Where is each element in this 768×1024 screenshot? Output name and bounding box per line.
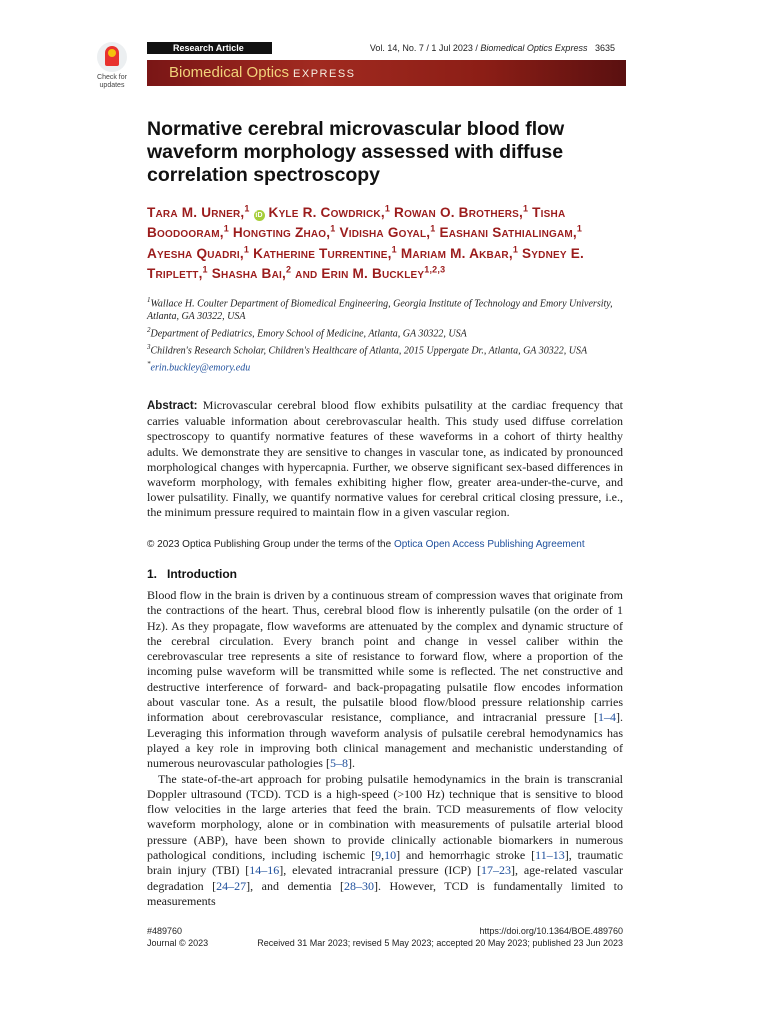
journal-name: Biomedical Optics Express: [480, 43, 588, 53]
copyright-text: © 2023 Optica Publishing Group under the terms of the: [147, 539, 394, 550]
author-affiliation-marker: 2: [285, 264, 292, 275]
paper-title: Normative cerebral microvascular blood flow waveform morphology assessed with diffuse correlation spectroscopy: [147, 118, 565, 186]
author-entry: [253, 246, 397, 261]
author-name: Rowan O. Brothers,: [394, 204, 523, 220]
affiliation-entry: [147, 324, 625, 341]
author-affiliation-marker: 1: [430, 223, 436, 234]
author-name: Tara M. Urner,: [147, 204, 245, 220]
email-link[interactable]: erin.buckley@emory.edu: [150, 362, 251, 374]
citation-link[interactable]: 28–30: [344, 878, 374, 893]
author-name: Vidisha Goyal,: [339, 225, 431, 241]
author-name: Kyle R. Cowdrick,: [268, 204, 385, 220]
author-name: Katherine Turrentine,: [253, 245, 392, 261]
journal-banner-express: EXPRESS: [293, 68, 356, 80]
section-title: Introduction: [167, 567, 237, 581]
affiliation-marker: 2: [147, 325, 151, 334]
affiliation-marker: 3: [147, 343, 151, 352]
author-affiliation-marker: 1: [223, 223, 229, 234]
text-run: ,: [381, 848, 385, 863]
text-run: ].: [347, 756, 355, 771]
copyright-notice: [147, 538, 623, 551]
author-name: Hongting Zhao,: [232, 225, 331, 241]
affiliation-text: Department of Pediatrics, Emory School of Medicine, Atlanta, GA 30322, USA: [150, 328, 467, 340]
doi-link[interactable]: https://doi.org/10.1364/BOE.489760: [479, 926, 623, 936]
abstract: [147, 398, 623, 521]
text-run: ], elevated intracranial pressure (ICP) [: [279, 863, 481, 878]
text-run: ] and hemorrhagic stroke [: [396, 848, 536, 863]
volume-info: [370, 42, 615, 54]
email-marker: *: [147, 360, 151, 369]
section-number: 1.: [147, 567, 158, 581]
citation-link[interactable]: 1–4: [598, 710, 616, 725]
article-type-label: Research Article: [147, 42, 272, 54]
author-list: [147, 200, 625, 282]
author-name: Shasha Bai,: [211, 266, 286, 282]
body-paragraph: [147, 772, 623, 910]
citation-link[interactable]: 17–23: [480, 863, 511, 878]
body-text: [147, 588, 623, 909]
manuscript-id: #489760: [147, 926, 183, 936]
author-entry: [147, 246, 249, 261]
journal-banner-title: [169, 64, 356, 83]
publication-history: Received 31 Mar 2023; revised 5 May 2023; accepted 20 May 2023; published 23 Jun 2023: [257, 938, 623, 948]
citation-link[interactable]: 11–13: [535, 848, 565, 863]
author-entry: [212, 266, 291, 281]
author-entry: [295, 266, 445, 281]
affiliation-entry: [147, 294, 625, 324]
author-affiliation-marker: 1,2,3: [424, 264, 446, 275]
citation-link[interactable]: 9: [375, 848, 382, 863]
author-affiliation-marker: 1: [244, 203, 250, 213]
affiliations: [147, 294, 625, 375]
journal-banner-name: Biomedical Optics: [169, 64, 290, 81]
author-affiliation-marker: 1: [391, 244, 397, 255]
text-run: ]. However, TCD is fundamentally limited to measurements: [147, 878, 623, 908]
abstract-label: Abstract:: [147, 400, 198, 412]
page-number: 3635: [594, 43, 615, 53]
page-footer: [147, 925, 623, 949]
check-for-updates-label: Check for updates: [97, 74, 127, 89]
text-run: Blood flow in the brain is driven by a continuous stream of compression waves that originate from the contractions of the heart. Thus, cerebral blood flow is inherently pulsatile (on the order of 1 Hz). As they propagate, flow waveforms are attenuated by the complex and dynamic structure of the cerebral circulation. Every branch point and change in vessel caliber within the cerebrovascular tree represents a site of resistance to forward flow, where a proportion of the incoming pulse waveform will be transmitted while some is reflected. The net constructive and destructive interference of forward- and back-propagating pulsatile flow encodes information about vascular tone. As a result, the pulsatile blood flow/blood pressure relationship carries information about cerebrovascular resistance, compliance, and intracranial pressure [: [147, 588, 623, 725]
check-for-updates-badge[interactable]: [92, 42, 132, 89]
author-name: Tisha Boodooram,: [147, 204, 566, 241]
text-run: The state-of-the-art approach for probing pulsatile hemodynamics in the brain is transcranial Doppler ultrasound (TCD). TCD is a high-speed (>100 Hz) technique that is sensitive to blood flow velocities in the large arteries that feed the brain. TCD measurements of flow velocity waveform morphology, alone or in combination with measurements of pulsatile arterial blood pressure (ABP), have been shown to provide clinically actionable biomarkers in numerous pathological conditions, including ischemic [: [147, 771, 623, 863]
author-entry: [147, 205, 265, 220]
author-name: Ayesha Quadri,: [147, 245, 244, 261]
author-affiliation-marker: 1: [384, 203, 391, 213]
author-entry: [339, 225, 435, 240]
author-affiliation-marker: 1: [576, 223, 583, 234]
citation-link[interactable]: 10: [384, 848, 397, 863]
author-affiliation-marker: 1: [522, 203, 529, 213]
header-bar: [147, 42, 623, 54]
corresponding-email: [147, 358, 625, 375]
affiliation-text: Wallace H. Coulter Department of Biomedical Engineering, Georgia Institute of Technology and Emory University, Atlanta, GA 30322, USA: [147, 298, 613, 323]
text-run: ]. Leveraging this information through waveform analysis of pulsatile cerebral hemodynamics has played a key role in improving both clinical management and mechanistic understanding of numerous neurovascular pathologies [: [147, 710, 623, 771]
orcid-icon[interactable]: iD: [255, 211, 263, 219]
author-entry: [233, 225, 336, 240]
author-entry: [401, 246, 518, 261]
author-name: and Erin M. Buckley: [295, 266, 425, 282]
journal-banner: [147, 60, 626, 86]
text-run: ], age-related vascular degradation [: [147, 863, 624, 893]
abstract-text: Microvascular cerebral blood flow exhibits pulsatility at the cardiac frequency that carries valuable information about cerebrovascular health. This study used diffuse correlation spectroscopy to quantify normative features of these waveforms in a cohort of thirty healthy adults. We demonstrate they are sensitive to changes in vascular tone, as indicated by pronounced morphological changes with hypercapnia. Further, we observe significant sex-based differences in waveform morphology, with females exhibiting higher flow, greater area-under-the-curve, and lower pulsatility. Finally, we quantify normative values for cerebral critical closing pressure, i.e., the minimum pressure required to maintain flow in a given vascular region.: [147, 398, 624, 520]
author-name: Mariam M. Akbar,: [400, 245, 513, 261]
text-run: ], and dementia [: [246, 878, 344, 893]
affiliation-marker: 1: [147, 296, 151, 304]
affiliation-entry: [147, 341, 625, 358]
author-affiliation-marker: 1: [330, 223, 336, 234]
body-paragraph: [147, 588, 623, 772]
author-entry: [439, 225, 582, 240]
citation-link[interactable]: 24–27: [216, 878, 247, 893]
author-affiliation-marker: 1: [202, 264, 208, 275]
author-entry: [394, 205, 528, 220]
citation-link[interactable]: 5–8: [329, 756, 348, 771]
volume-text: Vol. 14, No. 7 / 1 Jul 2023 /: [369, 43, 481, 53]
license-link[interactable]: Optica Open Access Publishing Agreement: [393, 539, 585, 550]
journal-copyright: Journal © 2023: [147, 938, 209, 948]
check-for-updates-icon: [97, 42, 127, 72]
author-affiliation-marker: 1: [243, 244, 250, 255]
section-heading: [147, 567, 237, 582]
author-name: Sydney E. Triplett,: [147, 245, 584, 282]
author-entry: [269, 205, 391, 220]
citation-link[interactable]: 14–16: [249, 863, 280, 878]
author-name: Eashani Sathialingam,: [439, 225, 577, 241]
text-run: ], traumatic brain injury (TBI) [: [147, 848, 623, 878]
affiliation-text: Children's Research Scholar, Children's Healthcare of Atlanta, 2015 Uppergate Dr., Atlanta, GA 30322, USA: [150, 345, 588, 357]
author-affiliation-marker: 1: [512, 244, 519, 255]
